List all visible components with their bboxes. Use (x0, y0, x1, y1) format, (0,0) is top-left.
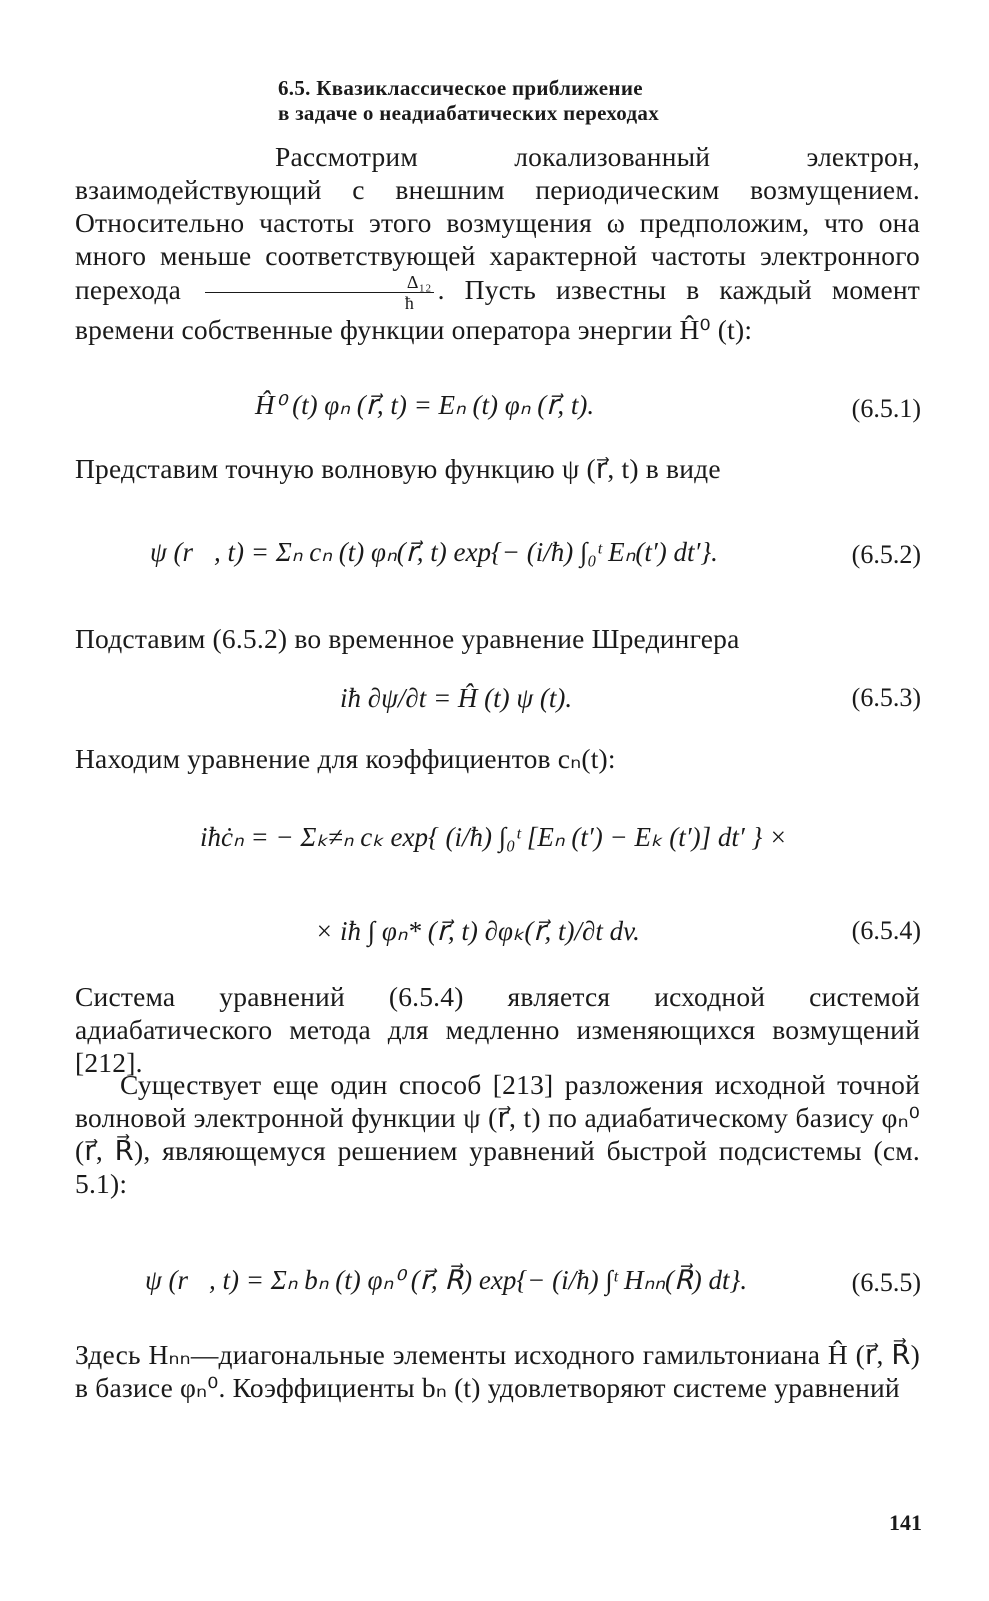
paragraph-intro-text: Рассмотрим локализованный электрон, взаимодействующий с внешним периодическим возмущением. Относительно частоты этого возмущения ω предположим, что она много меньше соответствующей характерной частоты электронного перехода (75, 141, 920, 305)
section-heading (278, 76, 898, 126)
paragraph-alternative-expansion: Существует еще один способ [213] разложения исходной точной волновой электронной функции ψ (r⃗, t) по адиабатическому базису φₙ⁰ (r⃗, R⃗), являющемуся решением уравнений быстрой подсистемы (см. 5.1): (75, 1069, 920, 1199)
equation-6-5-4-line-2: × iħ ∫ φₙ* (r⃗, t) ∂φₖ(r⃗, t)/∂t dv. (315, 916, 640, 946)
equation-6-5-2: ψ (r⃗, t) = Σₙ cₙ (t) φₙ(r⃗, t) exp{− (i/ħ) ∫₀ᵗ Eₙ(t′) dt′}. (150, 537, 718, 567)
equation-6-5-1: Ĥ⁰ (t) φₙ (r⃗, t) = Eₙ (t) φₙ (r⃗, t). (255, 390, 595, 420)
paragraph-intro (75, 140, 920, 346)
paragraph-wavefunction: Представим точную волновую функцию ψ (r⃗, t) в виде (75, 453, 721, 484)
equation-6-5-4-line-1: iħċₙ = − Σₖ≠ₙ cₖ exp{ (i/ħ) ∫₀ᵗ [Eₙ (t′) − Eₖ (t′)] dt′ } × (200, 822, 788, 852)
equation-number-6-5-1: (6.5.1) (851, 394, 921, 423)
fraction-numerator: Δ₁₂ (205, 272, 434, 293)
equation-number-6-5-5: (6.5.5) (851, 1268, 921, 1297)
paragraph-substitute: Подставим (6.5.2) во временное уравнение Шредингера (75, 623, 740, 654)
equation-6-5-5: ψ (r⃗, t) = Σₙ bₙ (t) φₙ⁰ (r⃗, R⃗) exp{− (i/ħ) ∫ᵗ Hₙₙ(R⃗) dt}. (145, 1265, 748, 1295)
paragraph-coefficients: Находим уравнение для коэффициентов cₙ(t): (75, 743, 616, 774)
paragraph-intro-text-2: . Пусть известны в каждый момент времени собственные функции оператора энергии Ĥ⁰ (t): (75, 273, 920, 345)
fraction-denominator: ħ (404, 293, 415, 313)
equation-number-6-5-3: (6.5.3) (851, 683, 921, 712)
section-heading-line-1: 6.5. Квазиклассическое приближение (278, 76, 643, 100)
paragraph-adiabatic-system: Система уравнений (6.5.4) является исходной системой адиабатического метода для медленно изменяющихся возмущений [212]. (75, 981, 920, 1078)
equation-number-6-5-2: (6.5.2) (851, 540, 921, 569)
section-heading-line-2: в задаче о неадиабатических переходах (278, 101, 659, 125)
paragraph-hamiltonian: Здесь Hₙₙ—диагональные элементы исходного гамильтониана Ĥ (r⃗, R⃗) в базисе φₙ⁰. Коэффициенты bₙ (t) удовлетворяют системе уравнений (75, 1339, 920, 1403)
equation-6-5-3: iħ ∂ψ/∂t = Ĥ (t) ψ (t). (340, 683, 573, 713)
equation-number-6-5-4: (6.5.4) (851, 916, 921, 945)
page-number: 141 (889, 1510, 922, 1535)
inline-fraction (205, 272, 434, 313)
